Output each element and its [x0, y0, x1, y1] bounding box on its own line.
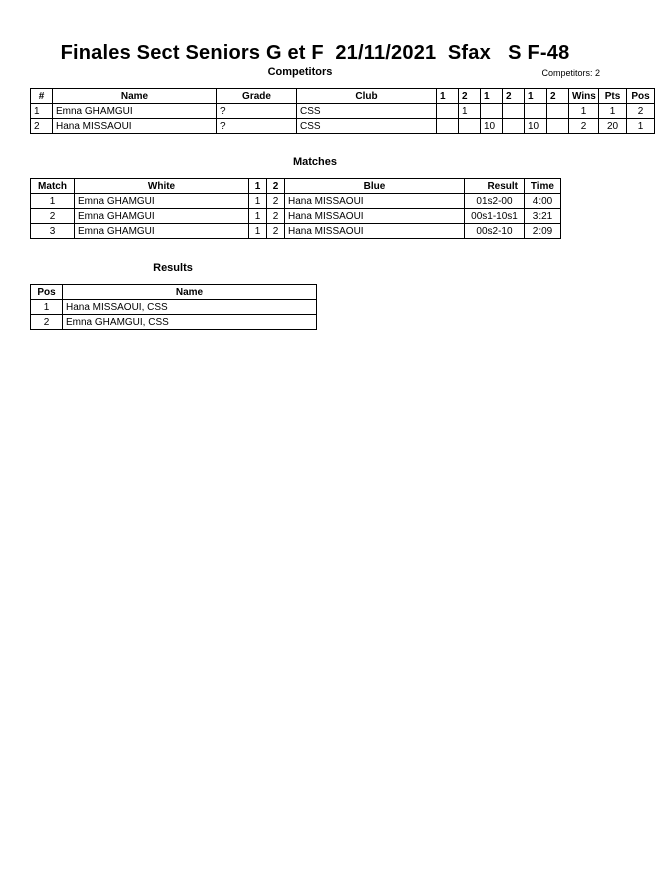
table-row	[31, 300, 317, 315]
cell-score-1a	[437, 119, 459, 134]
cell-white-slot-2: 2	[267, 224, 285, 239]
col-score-1a: 1	[437, 89, 459, 104]
cell-pos: 1	[31, 300, 63, 315]
cell-white-slot-2: 2	[267, 194, 285, 209]
results-table-container	[30, 284, 317, 330]
col-pos: Pos	[627, 89, 655, 104]
cell-time: 2:09	[525, 224, 561, 239]
cell-score-2c	[547, 104, 569, 119]
cell-white-slot-1: 1	[249, 209, 267, 224]
col-white: White	[75, 179, 249, 194]
cell-name: Emna GHAMGUI	[53, 104, 217, 119]
cell-score-1b: 10	[481, 119, 503, 134]
cell-number: 1	[31, 104, 53, 119]
cell-club: CSS	[297, 104, 437, 119]
cell-name: Hana MISSAOUI, CSS	[63, 300, 317, 315]
cell-score-2c	[547, 119, 569, 134]
competitors-table-header	[31, 89, 655, 104]
table-header-row	[31, 89, 655, 104]
cell-club: CSS	[297, 119, 437, 134]
cell-white: Emna GHAMGUI	[75, 194, 249, 209]
cell-score-2a: 1	[459, 104, 481, 119]
competitors-section-heading: Competitors	[267, 66, 333, 78]
cell-wins: 1	[569, 104, 599, 119]
competitors-table	[30, 88, 655, 134]
cell-result: 01s2-00	[465, 194, 525, 209]
col-white-slot-2: 2	[267, 179, 285, 194]
col-club: Club	[297, 89, 437, 104]
competitors-table-body	[31, 104, 655, 134]
cell-pts: 20	[599, 119, 627, 134]
competitors-count: Competitors: 2	[541, 68, 600, 78]
col-name: Name	[63, 285, 317, 300]
cell-score-2b	[503, 104, 525, 119]
table-header-row	[31, 179, 561, 194]
page-title: Finales Sect Seniors G et F 21/11/2021 Sfax S F-48	[60, 42, 570, 64]
col-pos: Pos	[31, 285, 63, 300]
cell-result: 00s2-10	[465, 224, 525, 239]
cell-grade: ?	[217, 119, 297, 134]
results-table	[30, 284, 317, 330]
cell-score-1c: 10	[525, 119, 547, 134]
table-row	[31, 315, 317, 330]
cell-wins: 2	[569, 119, 599, 134]
matches-table	[30, 178, 561, 239]
cell-white-slot-1: 1	[249, 194, 267, 209]
table-row	[31, 209, 561, 224]
matches-table-container	[30, 178, 561, 239]
cell-score-2a	[459, 119, 481, 134]
cell-pos: 2	[627, 104, 655, 119]
cell-white-slot-2: 2	[267, 209, 285, 224]
table-row	[31, 224, 561, 239]
table-header-row	[31, 285, 317, 300]
col-grade: Grade	[217, 89, 297, 104]
cell-time: 4:00	[525, 194, 561, 209]
cell-white: Emna GHAMGUI	[75, 224, 249, 239]
matches-table-header	[31, 179, 561, 194]
cell-pos: 1	[627, 119, 655, 134]
cell-time: 3:21	[525, 209, 561, 224]
results-table-header	[31, 285, 317, 300]
cell-white: Emna GHAMGUI	[75, 209, 249, 224]
col-score-1b: 1	[481, 89, 503, 104]
results-section-heading: Results	[153, 262, 193, 274]
cell-number: 2	[31, 119, 53, 134]
cell-blue: Hana MISSAOUI	[285, 224, 465, 239]
cell-grade: ?	[217, 104, 297, 119]
cell-white-slot-1: 1	[249, 224, 267, 239]
col-number: #	[31, 89, 53, 104]
cell-name: Emna GHAMGUI, CSS	[63, 315, 317, 330]
col-match: Match	[31, 179, 75, 194]
col-white-slot-1: 1	[249, 179, 267, 194]
cell-match: 1	[31, 194, 75, 209]
cell-blue: Hana MISSAOUI	[285, 194, 465, 209]
table-row	[31, 194, 561, 209]
table-row	[31, 119, 655, 134]
cell-result: 00s1-10s1	[465, 209, 525, 224]
competitors-table-container	[30, 88, 655, 134]
col-name: Name	[53, 89, 217, 104]
cell-name: Hana MISSAOUI	[53, 119, 217, 134]
col-score-1c: 1	[525, 89, 547, 104]
matches-section-heading: Matches	[292, 156, 338, 168]
cell-score-1c	[525, 104, 547, 119]
cell-score-1a	[437, 104, 459, 119]
cell-pts: 1	[599, 104, 627, 119]
cell-pos: 2	[31, 315, 63, 330]
results-table-body	[31, 300, 317, 330]
cell-score-2b	[503, 119, 525, 134]
col-result: Result	[465, 179, 525, 194]
col-score-2a: 2	[459, 89, 481, 104]
cell-match: 2	[31, 209, 75, 224]
matches-table-body	[31, 194, 561, 239]
col-time: Time	[525, 179, 561, 194]
col-pts: Pts	[599, 89, 627, 104]
col-blue: Blue	[285, 179, 465, 194]
col-score-2c: 2	[547, 89, 569, 104]
col-score-2b: 2	[503, 89, 525, 104]
cell-match: 3	[31, 224, 75, 239]
cell-blue: Hana MISSAOUI	[285, 209, 465, 224]
cell-score-1b	[481, 104, 503, 119]
table-row	[31, 104, 655, 119]
col-wins: Wins	[569, 89, 599, 104]
